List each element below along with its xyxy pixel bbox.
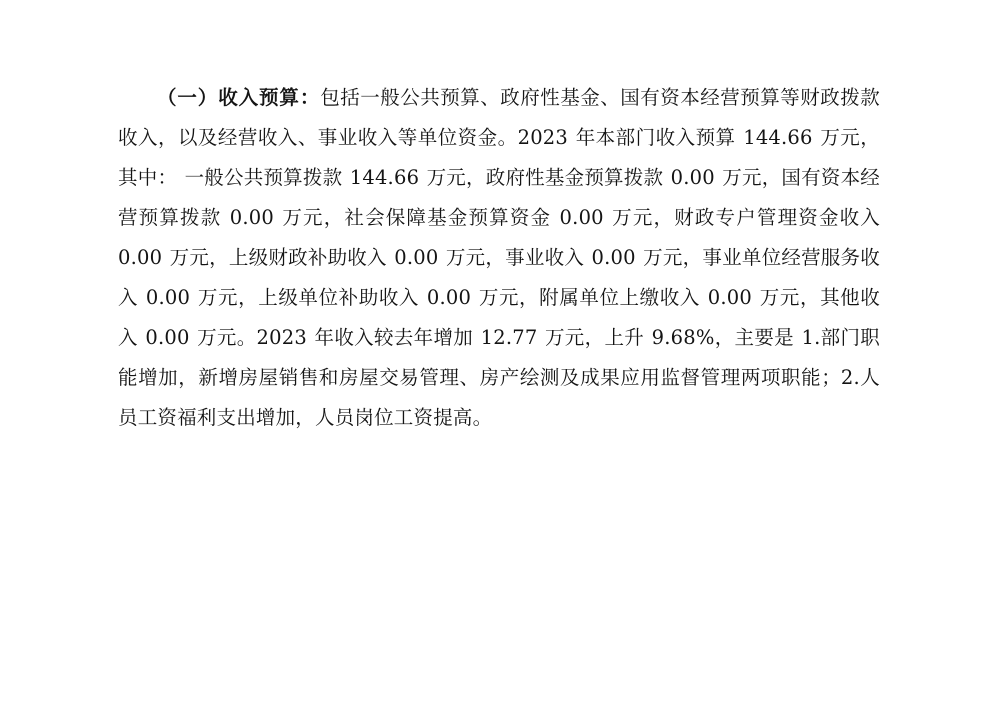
income-budget-heading-label: （一）收入预算： <box>157 86 321 109</box>
income-budget-paragraph <box>118 78 880 438</box>
document-content <box>118 78 880 438</box>
income-budget-body-text: 包括一般公共预算、政府性基金、国有资本经营预算等财政拨款收入，以及经营收入、事业收入等单位资金。2023 年本部门收入预算 144.66 万元，其中： 一般公共预算拨款 144.66 万元，政府性基金预算拨款 0.00 万元，国有资本经营预算拨款 0.00 万元，社会保障基金预算资金 0.00 万元，财政专户管理资金收入 0.00 万元，上级财政补助收入 0.00 万元，事业收入 0.00 万元，事业单位经营服务收入 0.00 万元，上级单位补助收入 0.00 万元，附属单位上缴收入 0.00 万元，其他收入 0.00 万元。2023 年收入较去年增加 12.77 万元，上升 9.68%，主要是 1.部门职能增加，新增房屋销售和房屋交易管理、房产绘测及成果应用监督管理两项职能；2.人员工资福利支出增加，人员岗位工资提高。 <box>118 86 880 429</box>
